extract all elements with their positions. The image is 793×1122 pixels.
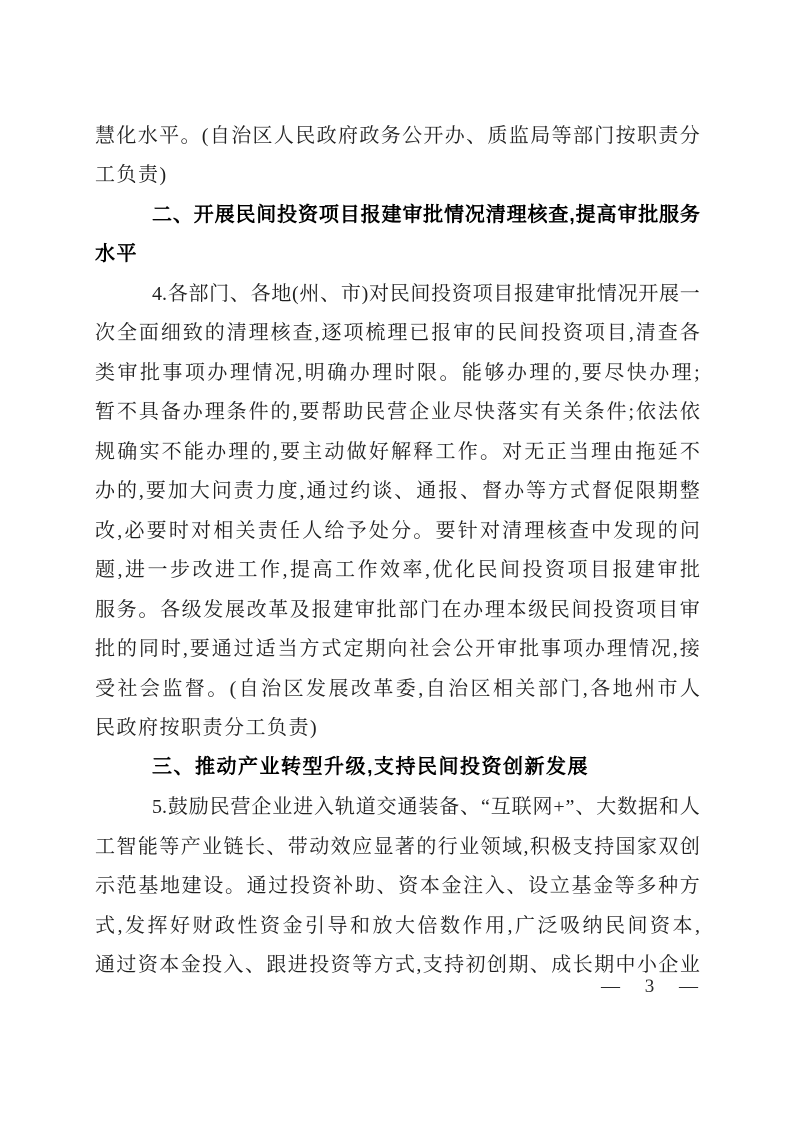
- body-text-line: 题 , 进 一 步 改 进 工 作 , 提 高 工 作 效 率 , 优 化 民 间 投 资 项 目 报 建 审 批: [95, 559, 700, 582]
- body-text-line: 类 审 批 事 项 办 理 情 况 , 明 确 办 理 时 限 。 能 够 办 理 的 , 要 尽 快 办 理 ;: [95, 361, 700, 384]
- body-text-line: 改 , 必 要 时 对 相 关 责 任 人 给 予 处 分 。 要 针 对 清 理 核 查 中 发 现 的 问: [95, 519, 700, 542]
- heading-line: 三、推动产业转型升级,支持民间投资创新发展: [152, 756, 590, 778]
- body-text-line: 受 社 会 监 督 。 ( 自 治 区 发 展 改 革 委 , 自 治 区 相 关 部 门 , 各 地 州 市 人: [95, 677, 700, 700]
- body-text-line: 暂 不 具 备 办 理 条 件 的 , 要 帮 助 民 营 企 业 尽 快 落 实 有 关 条 件 ; 依 法 依: [95, 401, 700, 424]
- body-text-line: 服 务 。 各 级 发 展 改 革 及 报 建 审 批 部 门 在 办 理 本 级 民 间 投 资 项 目 审: [95, 598, 700, 621]
- body-text-line: 工 智 能 等 产 业 链 长 、 带 动 效 应 显 著 的 行 业 领 域 , 积 极 支 持 国 家 双 创: [95, 835, 700, 858]
- body-text-line: 通 过 资 本 金 投 入 、 跟 进 投 资 等 方 式 , 支 持 初 创 期 、 成 长 期 中 小 企 业: [95, 954, 700, 977]
- heading-line: 二 、 开 展 民 间 投 资 项 目 报 建 审 批 情 况 清 理 核 查 , 提 高 审 批 服 务: [152, 203, 700, 226]
- document-body: [95, 116, 700, 985]
- heading-line: 水平: [95, 242, 138, 265]
- body-text-line: 慧 化 水 平 。 ( 自 治 区 人 民 政 府 政 务 公 开 办 、 质 监 局 等 部 门 按 职 责 分: [95, 124, 700, 147]
- page-number: — 3 —: [601, 976, 700, 997]
- body-text-line: 批 的 同 时 , 要 通 过 适 当 方 式 定 期 向 社 会 公 开 审 批 事 项 办 理 情 况 , 接: [95, 638, 700, 661]
- body-text-line: 民政府按职责分工负责): [95, 716, 319, 739]
- body-text-line: 式 , 发 挥 好 财 政 性 资 金 引 导 和 放 大 倍 数 作 用 , 广 泛 吸 纳 民 间 资 本 ,: [95, 914, 700, 937]
- body-text-line: 工负责): [95, 163, 168, 186]
- body-text-line: 次 全 面 细 致 的 清 理 核 查 , 逐 项 梳 理 已 报 审 的 民 间 投 资 项 目 , 清 查 各: [95, 322, 700, 345]
- body-text-line: 4. 各 部 门 、 各 地 ( 州 、 市 ) 对 民 间 投 资 项 目 报 建 审 批 情 况 开 展 一: [152, 282, 700, 305]
- body-text-line: 规 确 实 不 能 办 理 的 , 要 主 动 做 好 解 释 工 作 。 对 无 正 当 理 由 拖 延 不: [95, 440, 700, 463]
- body-text-line: 办 的 , 要 加 大 问 责 力 度 , 通 过 约 谈 、 通 报 、 督 办 等 方 式 督 促 限 期 整: [95, 480, 700, 503]
- body-text-line: 示 范 基 地 建 设 。 通 过 投 资 补 助 、 资 本 金 注 入 、 设 立 基 金 等 多 种 方: [95, 875, 700, 898]
- body-text-line: 5. 鼓 励 民 营 企 业 进 入 轨 道 交 通 装 备 、 “ 互 联 网 + ” 、 大 数 据 和 人: [152, 796, 700, 819]
